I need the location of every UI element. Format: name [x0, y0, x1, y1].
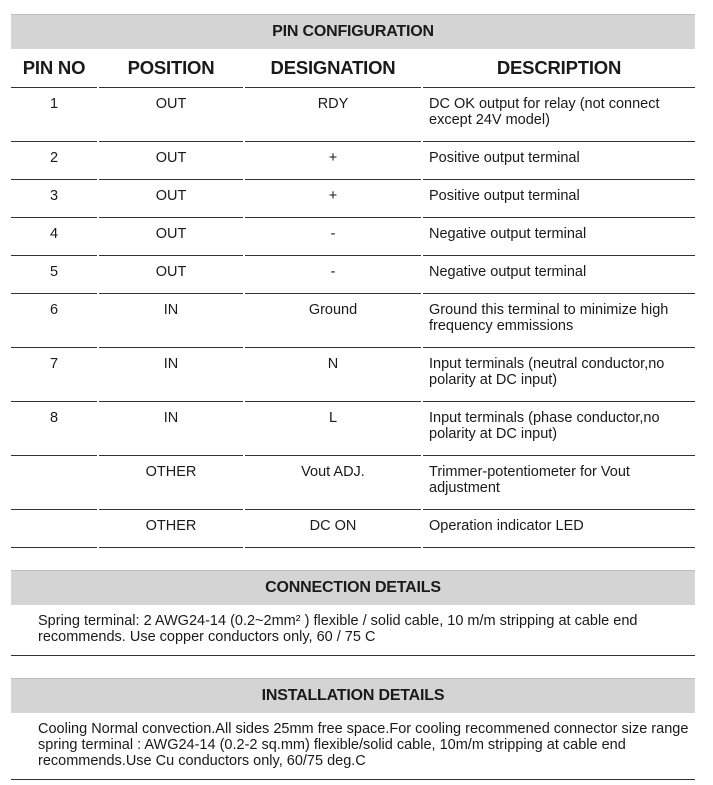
- description-cell: Input terminals (phase conductor,no polarity at DC input): [422, 402, 695, 456]
- description-cell: Trimmer-potentiometer for Vout adjustment: [422, 456, 695, 510]
- header-pin-no: PIN NO: [11, 49, 98, 88]
- table-row: [11, 180, 695, 218]
- installation-details-title: INSTALLATION DETAILS: [11, 678, 695, 713]
- designation-cell: Vout ADJ.: [244, 456, 422, 510]
- designation-cell: RDY: [244, 88, 422, 142]
- description-cell: Ground this terminal to minimize high frequency emmissions: [422, 294, 695, 348]
- designation-cell: L: [244, 402, 422, 456]
- description-cell: Positive output terminal: [422, 180, 695, 218]
- table-row: [11, 142, 695, 180]
- table-row: [11, 294, 695, 348]
- pin-no-cell: 7: [11, 348, 98, 402]
- table-row: [11, 218, 695, 256]
- designation-cell: +: [244, 180, 422, 218]
- pin-no-cell: 5: [11, 256, 98, 294]
- pin-configuration-table: [11, 49, 695, 548]
- connection-details-title: CONNECTION DETAILS: [11, 570, 695, 605]
- table-row: [11, 456, 695, 510]
- designation-cell: DC ON: [244, 510, 422, 548]
- description-cell: DC OK output for relay (not connect except 24V model): [422, 88, 695, 142]
- spec-sheet: [11, 14, 695, 780]
- installation-details-text: Cooling Normal convection.All sides 25mm free space.For cooling recommened connector size range spring terminal : AWG24-14 (0.2-2 sq.mm) flexible/solid cable, 10m/m stripping at cable end recommends.Use Cu conductors only, 60/75 deg.C: [11, 713, 695, 780]
- position-cell: OTHER: [98, 456, 244, 510]
- designation-cell: -: [244, 218, 422, 256]
- designation-cell: +: [244, 142, 422, 180]
- header-description: DESCRIPTION: [422, 49, 695, 88]
- table-row: [11, 88, 695, 142]
- designation-cell: -: [244, 256, 422, 294]
- position-cell: IN: [98, 294, 244, 348]
- pin-configuration-title: PIN CONFIGURATION: [11, 14, 695, 49]
- description-cell: Input terminals (neutral conductor,no polarity at DC input): [422, 348, 695, 402]
- pin-no-cell: 2: [11, 142, 98, 180]
- description-cell: Negative output terminal: [422, 218, 695, 256]
- designation-cell: Ground: [244, 294, 422, 348]
- pin-no-cell: 6: [11, 294, 98, 348]
- position-cell: OUT: [98, 256, 244, 294]
- position-cell: OTHER: [98, 510, 244, 548]
- position-cell: IN: [98, 348, 244, 402]
- position-cell: OUT: [98, 180, 244, 218]
- pin-no-cell: [11, 456, 98, 510]
- position-cell: OUT: [98, 218, 244, 256]
- description-cell: Operation indicator LED: [422, 510, 695, 548]
- description-cell: Negative output terminal: [422, 256, 695, 294]
- connection-details-text: Spring terminal: 2 AWG24-14 (0.2~2mm² ) flexible / solid cable, 10 m/m stripping at cable end recommends. Use copper conductors only, 60 / 75 C: [11, 605, 695, 656]
- pin-no-cell: [11, 510, 98, 548]
- table-row: [11, 256, 695, 294]
- position-cell: OUT: [98, 88, 244, 142]
- header-designation: DESIGNATION: [244, 49, 422, 88]
- header-position: POSITION: [98, 49, 244, 88]
- pin-no-cell: 8: [11, 402, 98, 456]
- pin-no-cell: 4: [11, 218, 98, 256]
- table-row: [11, 348, 695, 402]
- position-cell: IN: [98, 402, 244, 456]
- table-row: [11, 510, 695, 548]
- pin-no-cell: 3: [11, 180, 98, 218]
- position-cell: OUT: [98, 142, 244, 180]
- description-cell: Positive output terminal: [422, 142, 695, 180]
- pin-no-cell: 1: [11, 88, 98, 142]
- designation-cell: N: [244, 348, 422, 402]
- table-row: [11, 402, 695, 456]
- table-header-row: [11, 49, 695, 88]
